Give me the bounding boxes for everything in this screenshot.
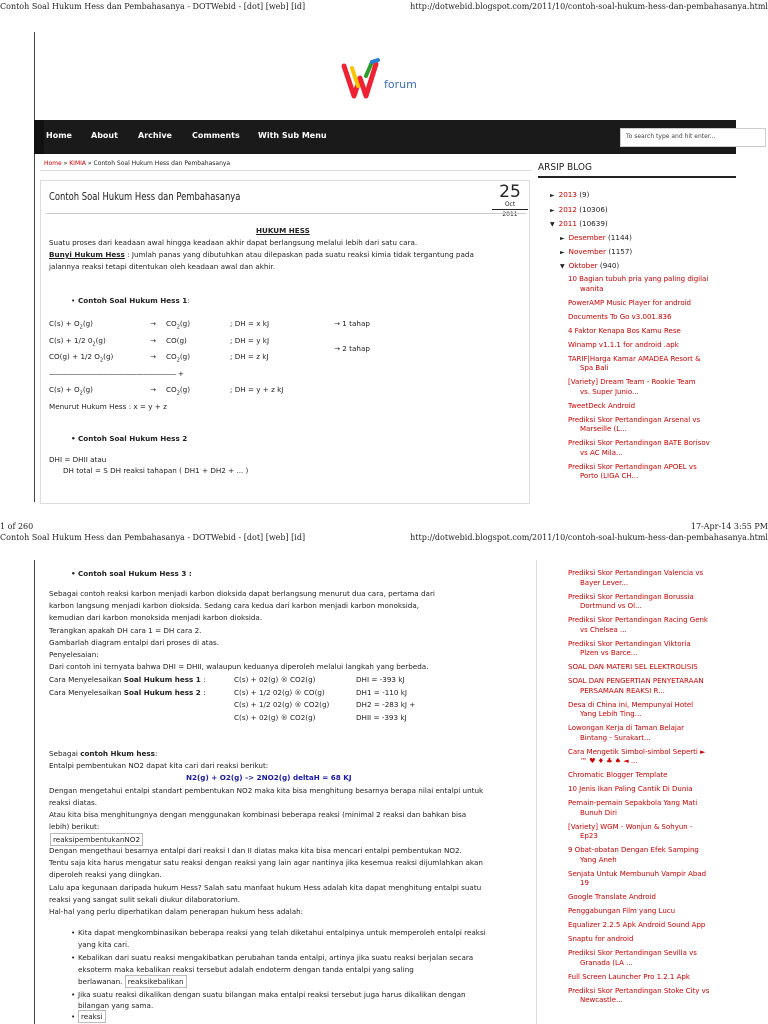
nav-home-marker [34, 120, 44, 154]
bunyi-hukum-hess [49, 250, 474, 259]
ex1-sum-r2: (g) [179, 385, 191, 394]
ex1-sum-l2: (g) [82, 385, 93, 394]
archive-post-link-text[interactable]: Ep23 [580, 832, 598, 840]
para2-lines-line: reaksi yang sangat sulit sekali diukur dilaboratorium. [49, 894, 241, 904]
archive-post-link[interactable] [568, 846, 736, 865]
ex1-row-2-arrow: → [150, 336, 157, 345]
ex1-label [78, 296, 190, 305]
para2-lines-line: Lalu apa kegunaan daripada hukum Hess? Salah satu manfaat hukum Hess adalah kita dapat menghitung entalpi suatu [49, 882, 482, 892]
archive-post-link[interactable] [568, 463, 736, 482]
ex1-sum-line: ——————————————————— + [49, 369, 184, 378]
para2-lines-line: Dengan mengethaui besarnya entalpi dari reaksi I dan II diatas maka kita bisa mencari entalpi pembentukan NO2. [49, 846, 462, 855]
main-nav [34, 120, 736, 154]
archive-post-link[interactable] [568, 439, 736, 458]
content-sidebar-divider [536, 560, 537, 1024]
bunyi-text-2: jalannya reaksi tetapi ditentukan oleh keadaan awal dan akhir. [49, 262, 276, 271]
hkum-post: : [154, 749, 158, 758]
breadcrumb-current: Contoh Soal Hukum Hess dan Pembahasanya [93, 160, 231, 167]
archive-post-link-text[interactable]: Prediksi Skor Pertandingan Borussia [568, 592, 694, 601]
ex1-row-1-right: $CO_2(g)$ [166, 319, 191, 331]
ex3-lines-line: karbon langsung menjadi karbon dioksida. Sedang cara kedua dari karbon menjadi karbon monoksida, [49, 601, 420, 611]
bunyi-label: Bunyi Hukum Hess [49, 250, 125, 259]
archive-post-link-text[interactable]: Prediksi Skor Pertandingan BATE Borisov [568, 439, 710, 447]
archive-post-link[interactable] [568, 799, 736, 818]
archive-month-link[interactable]: November [568, 247, 607, 256]
archive-post-link-text[interactable]: Prediksi Skor Pertandingan APOEL vs [568, 462, 697, 471]
archive-month-desember[interactable] [560, 233, 632, 242]
para-lines-line: reaksi diatas. [49, 798, 98, 807]
cara-1-dh: DHI = -393 kJ [356, 675, 405, 684]
page-left-border [34, 32, 35, 502]
expand-arrow-icon[interactable]: ► [560, 235, 565, 242]
post-date-day: 25 [499, 182, 521, 202]
ex3-lines-line: Gambarlah diagram entalpi dari proses di atas. [49, 637, 220, 647]
archive-post-link-text[interactable]: 9 Obat-obatan Dengan Efek Samping [568, 846, 699, 854]
breadcrumb-category[interactable]: KIMIA [69, 160, 86, 167]
archive-month-november[interactable] [560, 247, 632, 256]
post-intro: Suatu proses dari keadaan awal hingga keadaan akhir dapat berlangsung melalui lebih dari satu cara. [49, 238, 418, 247]
archive-post-link-text[interactable]: PowerAMP Music Player for android [568, 298, 692, 307]
forum-logo[interactable] [338, 56, 448, 100]
archive-post-link-text[interactable]: vs. Super Junio... [580, 387, 639, 396]
ex3-lines-line: Sebagai contoh reaksi karbon menjadi karbon dioksida dapat berlangsung menurut dua cara, pertama dari [49, 589, 435, 598]
archive-post-link-text[interactable]: Porto (LIGA CH... [580, 472, 639, 480]
breadcrumb-home[interactable]: Home [44, 160, 62, 167]
ex3-lines-line: Dari contoh ini ternyata bahwa DHI = DHII, walaupun keduanya diperoleh melalui langkah yang berbeda. [49, 662, 429, 672]
hkum-bold: contoh Hkum hess [80, 749, 155, 758]
hkum-hess [49, 749, 157, 758]
archive-post-link-text[interactable]: Equalizer 2.2.5 Apk Android Sound App [568, 921, 706, 929]
post-date-divider [492, 209, 528, 210]
bullet-2-line-3 [78, 977, 187, 986]
archive-post-link-text[interactable]: vs Chelsea ... [580, 625, 627, 634]
archive-post-link-text[interactable]: Google Translate Android [568, 893, 656, 901]
ex1-sum-l: C(s) + O [49, 385, 80, 394]
archive-post-link[interactable] [568, 677, 736, 696]
bullet-2-line-2: eksoterm maka kebalikan reaksi tersebut adalah endoterm dengan tanda entalpi yang saling [78, 965, 414, 974]
archive-post-link-text[interactable]: Yang Lebih Ting... [580, 710, 642, 718]
archive-post-link-text[interactable]: Prediksi Skor Pertandingan Sevilla vs [568, 949, 697, 957]
ex1-row-2-l: C(s) + 1/2 0 [49, 336, 93, 345]
archive-post-link[interactable] [568, 402, 736, 412]
archive-post-link-text[interactable]: SOAL DAN MATERI SEL ELEKTROLISIS [568, 663, 698, 671]
cara-2-pre: Cara Menyelesaikan [49, 688, 124, 697]
archive-post-link-text[interactable]: Prediksi Skor Pertandingan Arsenal vs [568, 415, 701, 424]
ex1-sum-dh: ; DH = y + z kJ [230, 385, 284, 394]
cara-2 [49, 688, 206, 697]
archive-post-link-text[interactable]: Chromatic Blogger Template [568, 771, 668, 779]
print-header-page-2 [0, 533, 768, 545]
archive-year-link[interactable]: 2013 [558, 190, 577, 199]
ex1-row-3-right: $CO_2(g)$ [166, 352, 191, 364]
image-reaksipembentukanno2: reaksipembentukanNO2 [50, 833, 143, 846]
ex3-lines-line: Penyelesaian: [49, 650, 99, 659]
ex1-label-colon: : [187, 296, 190, 305]
archive-month-link[interactable]: Desember [568, 233, 606, 242]
archive-post-link[interactable] [568, 748, 736, 767]
post-date-month: Oct [504, 201, 516, 208]
para-lines-line: lebih) berikut: [49, 822, 100, 831]
nav-archive[interactable]: Archive [138, 131, 172, 140]
archive-post-link[interactable] [568, 935, 736, 945]
bullet-3-line-2: bilangan yang sama. [78, 1001, 154, 1010]
archive-count: (1157) [608, 247, 633, 256]
archive-post-link-text[interactable]: Bintang - Surakart... [580, 733, 651, 742]
print-header-url: http://dotwebid.blogspot.com/2011/10/contoh-soal-hukum-hess-dan-pembahasanya.html [410, 533, 768, 542]
archive-post-link[interactable] [568, 907, 736, 917]
breadcrumb-sep: » [63, 160, 68, 167]
cara-2-eq2: C(s) + 1/2 02(g) ® CO2(g) [234, 700, 330, 709]
archive-post-link-text[interactable]: ™ ♥ ♦ ♣ ♠ ◄ ... [580, 757, 638, 765]
archive-month-oktober[interactable] [560, 261, 619, 270]
archive-post-link[interactable] [568, 416, 736, 435]
archive-year-2013[interactable] [550, 190, 589, 199]
ex1-row-3-note: → 2 tahap [334, 344, 370, 353]
ex1-row-3-arrow: → [150, 352, 157, 361]
cara-2-dh3: DHII = -393 kJ [356, 713, 407, 722]
archive-post-link[interactable] [568, 949, 736, 968]
archive-year-2011[interactable] [550, 219, 608, 228]
ex1-sum-left: $C(s) + O_2(g)$ [49, 385, 93, 397]
ex1-row-1-note: → 1 tahap [334, 319, 370, 328]
archive-post-link[interactable] [568, 616, 736, 635]
ex3-label: • Contoh soal Hukum Hess 3 : [78, 569, 192, 578]
archive-post-link-text[interactable]: Prediksi Skor Pertandingan Valencia vs [568, 569, 704, 577]
print-header-title: Contoh Soal Hukum Hess dan Pembahasanya - DOTWebid - [dot] [web] [id] [0, 533, 306, 542]
cara-1-eq: C(s) + 02(g) ® CO2(g) [234, 675, 316, 684]
archive-year-link[interactable]: 2012 [558, 205, 577, 214]
archive-post-link[interactable] [568, 327, 736, 337]
ex1-row-2-l2: (g) [95, 336, 106, 345]
archive-post-link-text[interactable]: wanita [580, 284, 604, 293]
cara-1-bold: Soal Hukum hess 1 [123, 675, 201, 684]
archive-post-link-text[interactable]: Bayer Lever... [580, 578, 629, 587]
ex1-row-3-dh: ; DH = z kJ [230, 352, 269, 361]
archive-post-link-text[interactable]: [Variety] Dream Team - Rookie Team [568, 378, 696, 386]
para2-lines-line: Hal-hal yang perlu diperhatikan dalam penerapan hukum hess adalah: [49, 907, 304, 916]
cara-2-dh: DH1 = -110 kJ [356, 688, 407, 697]
archive-post-link-text[interactable]: Penggabungan Film yang Lucu [568, 907, 676, 915]
bullet-2-text: berlawanan. [78, 977, 123, 986]
nav-comments[interactable]: Comments [192, 131, 240, 140]
bullet-2-line-1: • Kebalikan dari suatu reaksi mengakibatkan perubahan tanda entalpi, artinya jika suatu reaksi berjalan secara [78, 953, 473, 962]
hkum-pre: Sebagai [49, 749, 81, 758]
archive-post-link[interactable] [568, 355, 736, 374]
ex1-row-3-l2: (g) [103, 352, 114, 361]
archive-post-link-text[interactable]: Prediksi Skor Pertandingan Stoke City vs [568, 986, 710, 995]
archive-post-link-text[interactable]: TARIF|Harga Kamar AMADEA Resort & [568, 354, 701, 363]
post-title[interactable]: Contoh Soal Hukum Hess dan Pembahasanya [49, 190, 241, 203]
ex1-row-2-left: C(s) + 1/2 $0_2(g)$ [49, 336, 106, 348]
archive-post-link[interactable] [568, 973, 736, 983]
archive-post-link-text[interactable]: 10 Jenis Ikan Paling Cantik Di Dunia [568, 785, 693, 793]
archive-post-link-text[interactable]: Spa Bali [580, 364, 609, 372]
archive-post-link[interactable] [568, 275, 736, 294]
ex1-row-2-dh: ; DH = y kJ [230, 336, 270, 345]
ex3-lines-line: Terangkan apakah DH cara 1 = DH cara 2. [49, 625, 202, 635]
ex2-line-1: DHI = DHII atau [49, 455, 107, 464]
ex1-row-1-l: C(s) + O [49, 319, 80, 328]
cara-2-eq3: C(s) + 02(g) ® CO2(g) [234, 713, 316, 722]
search-input[interactable]: To search type and hit enter... [620, 128, 766, 147]
cara-2-dh2: DH2 = -283 kJ + [356, 700, 416, 709]
ex1-row-2-right: CO(g) [166, 336, 187, 345]
ex1-conclusion: Menurut Hukum Hess : x = y + z [49, 402, 167, 411]
image-reaksikebalikan: reaksikebalikan [125, 975, 187, 988]
archive-post-link-text[interactable]: Snaptu for android [568, 935, 634, 943]
breadcrumb-sep: » [87, 160, 92, 167]
ex1-row-1-r2: (g) [179, 319, 191, 328]
archive-post-link[interactable] [568, 593, 736, 612]
ex1-label-text: Contoh Soal Hukum Hess 1 [78, 296, 188, 305]
print-footer-page: 1 of 260 [0, 522, 34, 531]
archive-heading: ARSIP BLOG [538, 162, 736, 178]
cara-2-post: : [200, 688, 206, 697]
print-header-title: Contoh Soal Hukum Hess dan Pembahasanya - DOTWebid - [dot] [web] [id] [0, 2, 306, 11]
expand-arrow-icon[interactable]: ► [550, 192, 555, 199]
cara-2-bold: Soal Hukum hess 2 [123, 688, 201, 697]
bunyi-text: : Jumlah panas yang dibutuhkan atau dilepaskan pada suatu reaksi kimia tidak tergantung pada [124, 250, 474, 259]
archive-post-link-text[interactable]: Desa di China ini, Mempunyai Hotel [568, 700, 694, 709]
logo-text: forum [384, 78, 417, 91]
archive-post-link[interactable] [568, 785, 736, 795]
archive-post-link-text[interactable]: Pemain-pemain Sepakbola Yang Mati [568, 799, 698, 807]
ex2-label: • Contoh Soal Hukum Hess 2 [78, 434, 187, 443]
cara-1 [49, 675, 206, 684]
archive-count: (10639) [579, 219, 608, 228]
archive-month-link[interactable]: Oktober [568, 261, 598, 270]
archive-year-link[interactable]: 2011 [558, 219, 577, 228]
print-footer-date: 17-Apr-14 3:55 PM [690, 522, 768, 531]
print-header-url: http://dotwebid.blogspot.com/2011/10/contoh-soal-hukum-hess-dan-pembahasanya.html [410, 2, 768, 11]
archive-post-link[interactable] [568, 299, 736, 309]
archive-post-link-text[interactable]: Granada (LA ... [580, 958, 633, 967]
nav-about[interactable]: About [91, 131, 118, 140]
entalpi-equation: N2(g) + O2(g) -> 2NO2(g) deltaH = 68 KJ [186, 773, 352, 782]
collapse-arrow-icon[interactable]: ▼ [560, 263, 565, 270]
entalpi-line: Entalpi pembentukan NO2 dapat kita cari dari reaksi berikut: [49, 761, 269, 770]
ex1-row-1-dh: ; DH = x kJ [230, 319, 270, 328]
archive-post-link[interactable] [568, 663, 736, 673]
archive-post-link[interactable] [568, 701, 736, 720]
archive-post-link-text[interactable]: SOAL DAN PENGERTIAN PENYETARAAN [568, 677, 704, 685]
image-reaksi: reaksi [78, 1010, 106, 1023]
cara-1-post: : [200, 675, 206, 684]
ex2-line-2: DH total = S DH reaksi tahapan ( DH1 + DH2 + ... ) [63, 466, 249, 475]
archive-post-link-text[interactable]: TweetDeck Android [568, 401, 636, 410]
cara-1-pre: Cara Menyelesaikan [49, 675, 124, 684]
post-heading: HUKUM HESS [256, 226, 310, 235]
ex1-row-1-l2: (g) [82, 319, 93, 328]
archive-post-link[interactable] [568, 313, 736, 323]
archive-post-link[interactable] [568, 987, 736, 1006]
para2-lines-line: Tentu saja kita harus mengatur satu reaksi dengan reaksi yang lain agar nantinya jika kesemua reaksi dijumlahkan akan [49, 858, 483, 868]
bullet-4 [78, 1012, 106, 1021]
para-lines-line: Atau kita bisa menghitungnya dengan menggunakan kombinasi beberapa reaksi (minimal 2 reaksi dan bahkan bisa [49, 810, 467, 819]
ex1-row-1-arrow: → [150, 319, 157, 328]
post-date-year: 2011 [502, 211, 518, 218]
archive-post-link[interactable] [568, 823, 736, 842]
ex1-row-1-left: $C(s) + O_2(g)$ [49, 319, 93, 331]
archive-post-link[interactable] [568, 771, 736, 781]
archive-post-link-text[interactable]: [Variety] WGM - Wonjun & Sohyun - [568, 822, 693, 831]
archive-post-link[interactable] [568, 870, 736, 889]
print-header [0, 2, 768, 14]
nav-home[interactable]: Home [46, 131, 72, 140]
archive-post-link-text[interactable]: 19 [580, 879, 589, 887]
expand-arrow-icon[interactable]: ► [550, 207, 555, 214]
archive-post-link-text[interactable]: Yang Aneh [580, 855, 617, 864]
archive-post-link[interactable] [568, 724, 736, 743]
archive-count: (940) [599, 261, 620, 270]
nav-with-sub-menu[interactable]: With Sub Menu [258, 131, 327, 140]
ex1-row-1-r: CO [166, 319, 177, 328]
bullet-1-line-2: yang kita cari. [78, 940, 130, 949]
archive-post-link[interactable] [568, 569, 736, 588]
archive-post-link-text[interactable]: Dortmund vs Ol... [580, 602, 642, 610]
collapse-arrow-icon[interactable]: ▼ [550, 221, 555, 228]
archive-post-link-text[interactable]: Documents To Go v3.001.836 [568, 312, 672, 321]
para-lines-line: Dengan mengetahui entalpi standart pembentukan NO2 maka kita bisa menghitung besarnya berapa nilai entalpi untuk [49, 786, 484, 795]
ex1-sum-arrow: → [150, 385, 157, 394]
archive-post-link-text[interactable]: Senjata Untuk Membunuh Vampir Abad [568, 869, 707, 878]
archive-post-link-text[interactable]: Cara Mengetik Simbol-simbol Seperti ► [568, 747, 706, 756]
archive-post-link-text[interactable]: Bunuh Diri [580, 808, 617, 817]
archive-post-link-text[interactable]: Lowongan Kerja di Taman Belajar [568, 724, 685, 732]
cara-2-eq: C(s) + 1/2 02(g) ® CO(g) [234, 688, 325, 697]
archive-post-link[interactable] [568, 640, 736, 659]
archive-post-link[interactable] [568, 893, 736, 903]
archive-post-link[interactable] [568, 378, 736, 397]
ex1-row-3-l: CO(g) + 1/2 O [49, 352, 100, 361]
para2-lines-line: diperoleh reaksi yang diingkan. [49, 870, 162, 880]
archive-post-link-text[interactable]: PERSAMAAN REAKSI R... [580, 686, 665, 695]
archive-post-link-text[interactable]: Prediksi Skor Pertandingan Viktoria [568, 639, 691, 648]
breadcrumb [40, 155, 532, 171]
archive-post-link-text[interactable]: vs AC Mila... [580, 448, 623, 457]
archive-post-link-text[interactable]: Prediksi Skor Pertandingan Racing Genk [568, 616, 708, 624]
archive-post-link-text[interactable]: 4 Faktor Kenapa Bos Kamu Rese [568, 326, 681, 335]
archive-post-link-text[interactable]: 10 Bagian tubuh pria yang paling digilai [568, 275, 709, 283]
archive-count: (10306) [579, 205, 608, 214]
bullet-3-line-1: • Jika suatu reaksi dikalikan dengan suatu bilangan maka entalpi reaksi tersebut juga harus dikalikan dengan [78, 990, 466, 999]
ex1-row-3-r2: (g) [179, 352, 191, 361]
ex3-lines-line: kemudian dari karbon monoksida menjadi karbon dioksida. [49, 613, 263, 623]
archive-post-link-text[interactable]: Newcastle... [580, 996, 623, 1004]
archive-count: (9) [579, 190, 590, 199]
expand-arrow-icon[interactable]: ► [560, 249, 565, 256]
archive-year-2012[interactable] [550, 205, 608, 214]
archive-count: (1144) [608, 233, 632, 242]
bullet-1-line-1: • Kita dapat mengkombinasikan beberapa reaksi yang telah diketahui entalpinya untuk memperoleh entalpi reaksi [78, 928, 486, 937]
archive-post-link-text[interactable]: Plzen vs Barce... [580, 649, 638, 657]
archive-post-link-text[interactable]: Winamp v1.1.1 for android .apk [568, 340, 679, 349]
archive-post-link-text[interactable]: Marseille (L... [580, 425, 627, 433]
ex1-sum-r: CO [166, 385, 177, 394]
archive-post-link-text[interactable]: Full Screen Launcher Pro 1.2.1 Apk [568, 972, 690, 981]
ex1-row-3-r: CO [166, 352, 177, 361]
page-left-border [34, 560, 35, 1024]
ex1-row-3-left: CO(g) + 1/2 $O_2(g)$ [49, 352, 114, 364]
post-title-divider [46, 213, 526, 214]
archive-post-link[interactable] [568, 921, 736, 931]
archive-post-link[interactable] [568, 341, 736, 351]
ex1-sum-right: $CO_2(g)$ [166, 385, 191, 397]
